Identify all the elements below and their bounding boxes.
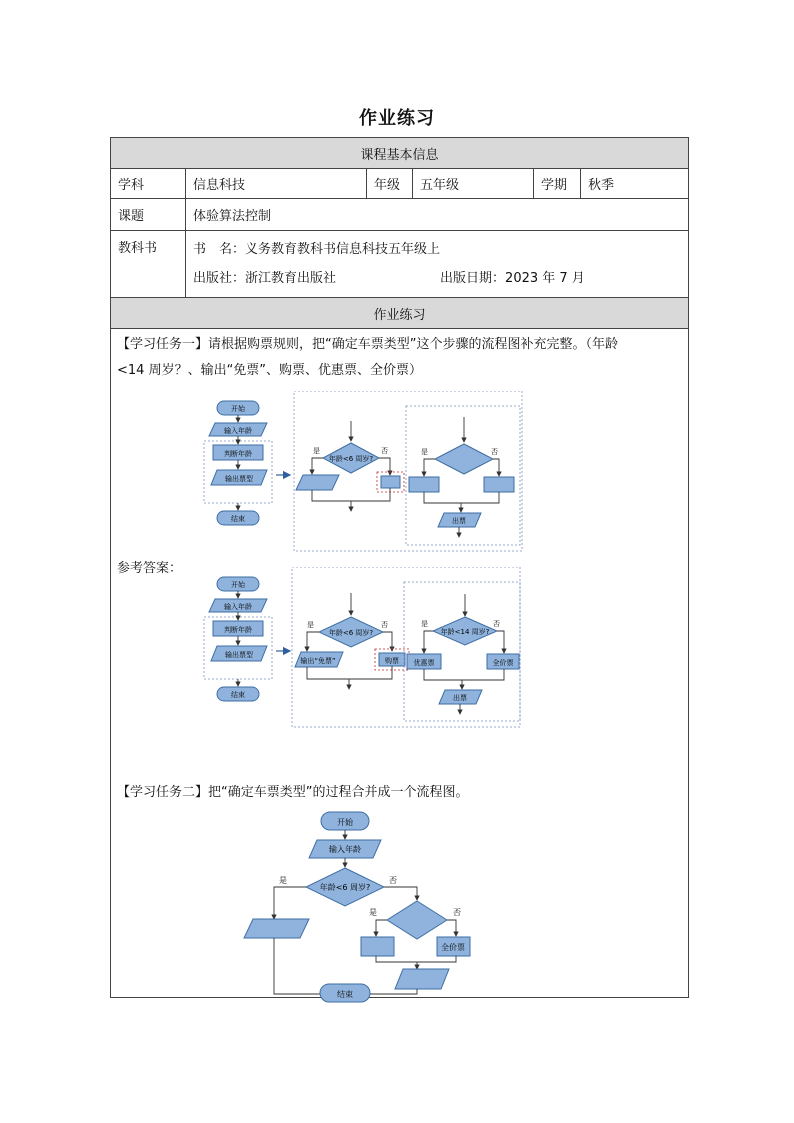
publish-date: 2023 年 7 月	[505, 271, 585, 286]
t1-yes-label-2: 是	[421, 448, 428, 456]
publisher-label: 出版社：	[193, 271, 246, 286]
course-table	[110, 137, 689, 998]
a-no-label-2: 否	[493, 620, 500, 628]
t1-cond6-text: 年龄<6 周岁?	[328, 455, 374, 463]
topic-value: 体验算法控制	[186, 199, 689, 231]
t2-blank-cond	[387, 901, 447, 939]
task2-text	[117, 780, 469, 806]
t2-yes-label-2: 是	[369, 908, 377, 917]
t1-no-label: 否	[381, 447, 388, 455]
t2-cond6-text: 年龄<6 周岁?	[319, 883, 371, 892]
task1-text	[117, 332, 618, 384]
answer-flowchart	[199, 567, 529, 729]
a-no-label: 否	[381, 621, 388, 629]
t1-yes-label: 是	[313, 447, 320, 455]
section-work-header: 作业练习	[111, 298, 689, 329]
book-name: 义务教育教科书信息科技五年级上	[245, 242, 441, 257]
t1-judge-text: 判断年龄	[224, 450, 252, 458]
t2-full-text: 全价票	[441, 943, 465, 952]
t1-blank-discount	[409, 477, 439, 492]
t2-no-label: 否	[389, 876, 397, 885]
a-input-text: 输入年龄	[224, 603, 252, 611]
task2-tag: 【学习任务二】	[117, 785, 209, 800]
date-label: 出版日期：	[440, 271, 506, 286]
term-label: 学期	[534, 169, 581, 199]
t2-end-text: 结束	[337, 990, 353, 999]
subject-label: 学科	[111, 169, 186, 199]
a-free-text: 输出“免票”	[300, 657, 336, 665]
t1-output-text: 输出票型	[225, 475, 253, 483]
t1-blank-full	[484, 477, 514, 492]
t1-cond14-blank	[435, 444, 493, 474]
a-judge-text: 判断年龄	[224, 626, 252, 634]
t2-no-label-2: 否	[453, 908, 461, 917]
a-discount-text: 优惠票	[413, 659, 435, 667]
task1-line1: 请根据购票规则，把“确定车票类型”这个步骤的流程图补充完整。（年龄	[208, 337, 618, 352]
t1-no-label-2: 否	[491, 448, 498, 456]
a-yes-label: 是	[307, 621, 314, 629]
subject-value: 信息科技	[186, 169, 367, 199]
a-end-text: 结束	[231, 691, 245, 699]
a-cond14-text: 年龄<14 周岁?	[440, 628, 490, 636]
t2-input-text: 输入年龄	[329, 845, 361, 854]
book-name-label: 书 名：	[193, 242, 246, 257]
t2-blank-output-left	[244, 919, 309, 938]
homework-cell	[111, 329, 689, 998]
term-value: 秋季	[581, 169, 689, 199]
t2-blank-box	[361, 937, 394, 956]
textbook-info	[186, 231, 689, 298]
t2-start-text: 开始	[337, 818, 353, 827]
task1-line2: <14 周岁？、输出“免票”、购票、优惠票、全价票）	[117, 363, 423, 378]
book-publisher-line	[193, 264, 681, 293]
t2-end-node	[318, 982, 374, 1004]
a-buy-text: 购票	[385, 657, 399, 665]
grade-label: 年级	[367, 169, 413, 199]
a-start-text: 开始	[231, 581, 245, 589]
section-basic-header: 课程基本信息	[111, 138, 689, 169]
publisher: 浙江教育出版社	[245, 271, 337, 286]
topic-label: 课题	[111, 199, 186, 231]
t2-blank-output-bottom	[395, 969, 449, 989]
a-ticket-text: 出票	[453, 694, 467, 702]
a-output-text: 输出票型	[225, 651, 253, 659]
grade-value: 五年级	[413, 169, 534, 199]
t1-blank-box	[381, 476, 400, 488]
a-cond6-text: 年龄<6 周岁?	[328, 629, 374, 637]
t2-yes-label: 是	[279, 876, 287, 885]
page-title: 作业练习	[359, 108, 435, 129]
t1-blank-output	[296, 475, 339, 490]
t1-end-text: 结束	[231, 515, 245, 523]
a-full-text: 全价票	[492, 659, 514, 667]
task2-flowchart	[231, 809, 521, 999]
t1-start-text: 开始	[231, 405, 245, 413]
a-yes-label-2: 是	[421, 620, 428, 628]
textbook-label: 教科书	[111, 231, 186, 298]
t1-input-text: 输入年龄	[224, 427, 252, 435]
book-name-line	[193, 235, 681, 264]
answer-label: 参考答案：	[117, 561, 183, 576]
task1-tag: 【学习任务一】	[117, 337, 209, 352]
task2-body: 把“确定车票类型”的过程合并成一个流程图。	[208, 785, 469, 800]
t1-detail-frame	[294, 391, 522, 551]
t1-ticket-text: 出票	[452, 517, 466, 525]
task1-flowchart	[199, 391, 529, 553]
